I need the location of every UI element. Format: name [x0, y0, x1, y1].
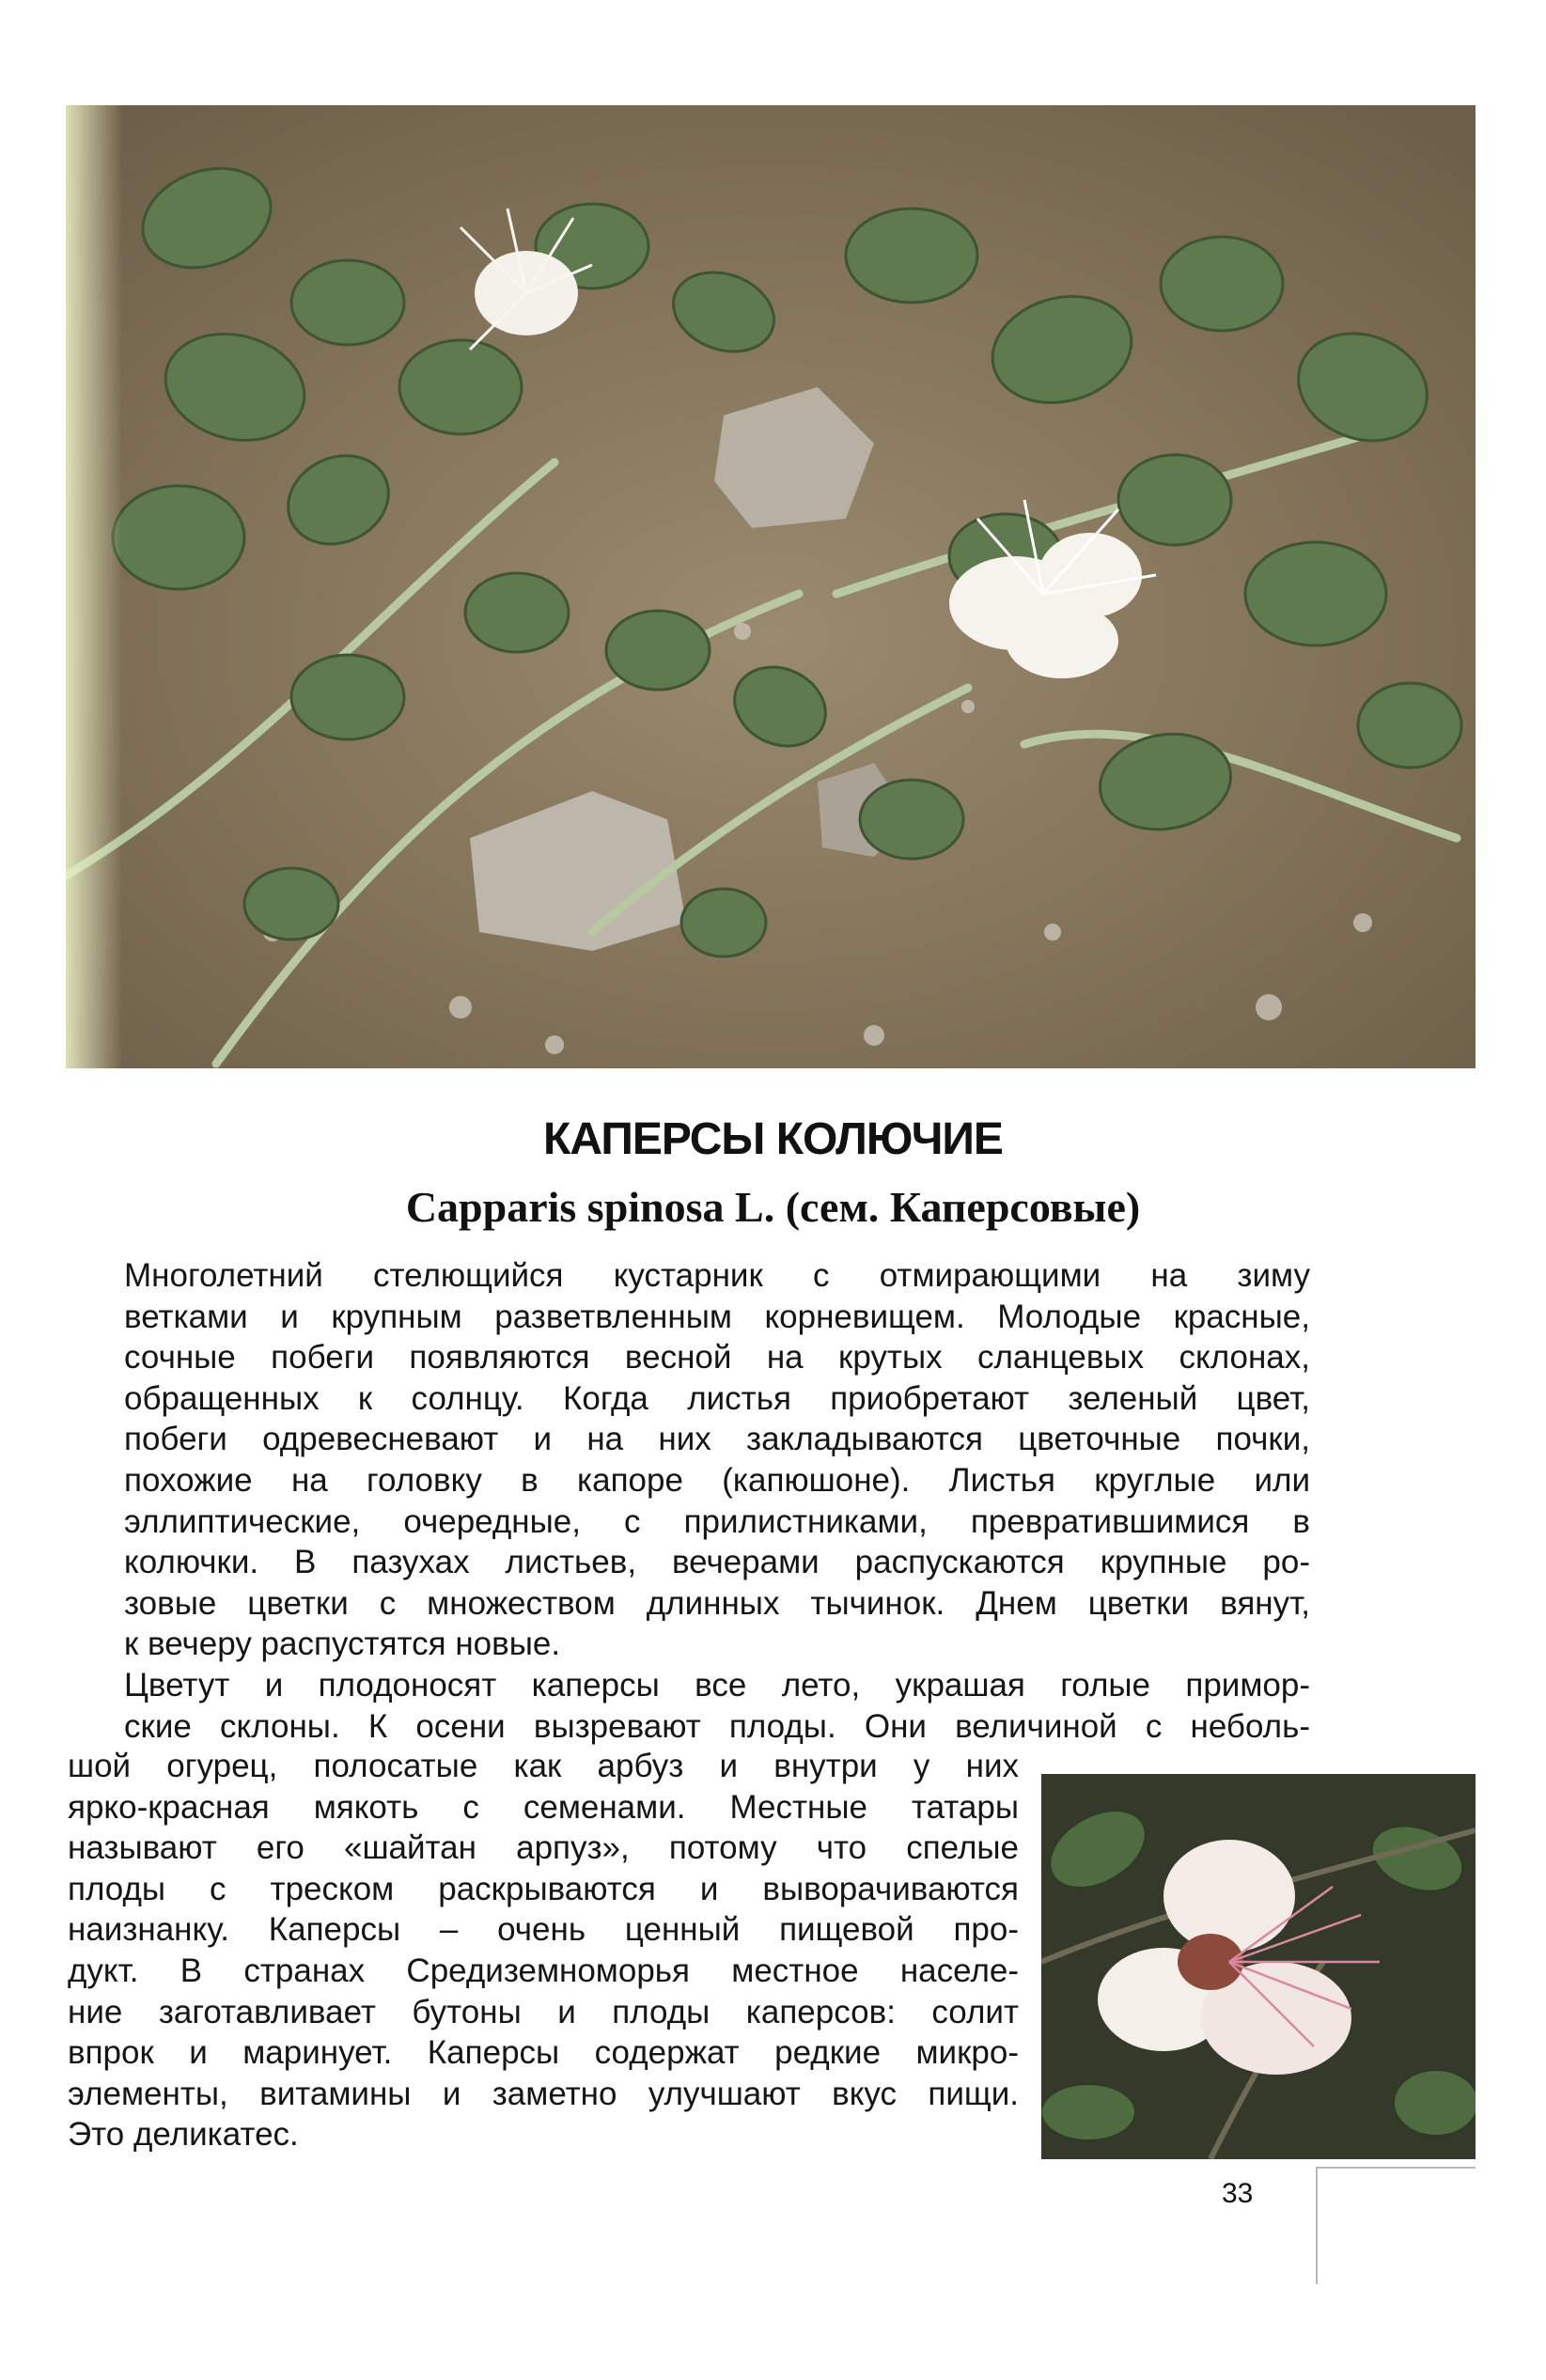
- text-line: Цветут и плодоносят каперсы все лето, украшая голые примор-: [124, 1667, 1310, 1703]
- latin-name-subtitle: Capparis spinosa L. (сем. Каперсовые): [405, 1183, 1141, 1231]
- text-line: эллиптические, очередные, с прилистниками, превратившимися в: [124, 1502, 1310, 1540]
- text-line: ярко-красная мякоть с семенами. Местные татары: [68, 1788, 1019, 1826]
- text-line: называют его «шайтан арпуз», потому что спелые: [68, 1829, 1019, 1867]
- inset-photo-caper-flower: [1041, 1774, 1476, 2159]
- text-line: шой огурец, полосатые как арбуз и внутри у них: [68, 1748, 1019, 1784]
- text-line: сочные побеги появляются весной на крутых сланцевых склонах,: [124, 1339, 1310, 1377]
- caper-plant-illustration: [66, 105, 1476, 1068]
- text-line: Это деликатес.: [68, 2116, 299, 2154]
- paragraph-fruits-continued: [68, 1746, 1019, 2155]
- text-line: ние заготавливает бутоны и плоды каперсов: солит: [68, 1993, 1019, 2030]
- text-line: Многолетний стелющийся кустарник с отмирающими на зиму: [124, 1257, 1310, 1294]
- corner-rule-horizontal: [1316, 2167, 1476, 2169]
- text-line: похожие на головку в капоре (капюшоне). Листья круглые или: [124, 1461, 1310, 1499]
- page-title: КАПЕРСЫ КОЛЮЧИЕ: [543, 1114, 1003, 1164]
- text-line: ветками и крупным разветвленным корневищем. Молодые красные,: [124, 1298, 1310, 1335]
- text-line: обращенных к солнцу. Когда листья приобретают зеленый цвет,: [124, 1379, 1310, 1417]
- text-line: ские склоны. К осени вызревают плоды. Они величиной с неболь-: [124, 1707, 1310, 1745]
- paragraph-fruits: [68, 1665, 1310, 1747]
- text-line: к вечеру распустятся новые.: [124, 1626, 561, 1663]
- page-number: 33: [1222, 2178, 1254, 2209]
- text-line: зовые цветки с множеством длинных тычинок. Днем цветки вянут,: [124, 1584, 1310, 1622]
- main-photo-caper-plant: [66, 105, 1476, 1068]
- text-line: наизнанку. Каперсы – очень ценный пищевой про-: [68, 1911, 1019, 1949]
- paragraph-description: [68, 1255, 1310, 1665]
- text-line: впрок и маринует. Каперсы содержат редкие микро-: [68, 2034, 1019, 2072]
- corner-rule-vertical: [1316, 2167, 1318, 2284]
- text-line: элементы, витамины и заметно улучшают вкус пищи.: [68, 2075, 1019, 2112]
- text-line: плоды с треском раскрываются и выворачиваются: [68, 1870, 1019, 1907]
- text-line: дукт. В странах Средиземноморья местное населе-: [68, 1952, 1019, 1989]
- caper-flower-illustration: [1041, 1774, 1476, 2159]
- text-line: побеги одревесневают и на них закладываются цветочные почки,: [124, 1421, 1310, 1458]
- text-line: колючки. В пазухах листьев, вечерами распускаются крупные ро-: [124, 1544, 1310, 1581]
